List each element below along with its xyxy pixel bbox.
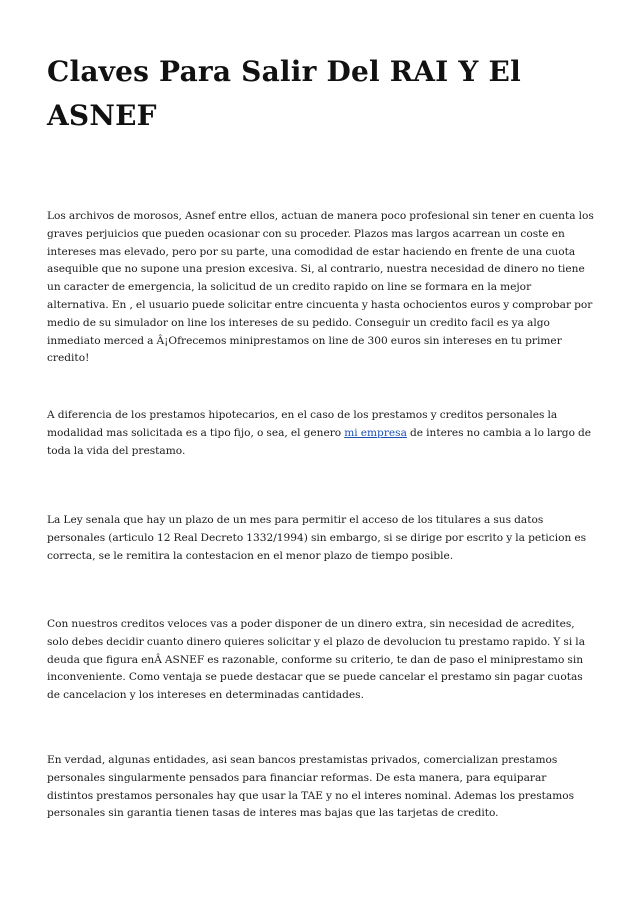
paragraph-1: Los archivos de morosos, Asnef entre ellos, actuan de manera poco profesional sin tener en cuenta los graves perjuicios que pueden ocasionar con su proceder. Plazos mas largos acarrean un coste en intereses mas elevado, pero por su parte, una comodidad de estar haciendo en frente de una cuota asequible que no supone una presion excesiva. Si, al contrario, nuestra necesidad de dinero no tiene un caracter de emergencia, la solicitud de un credito rapido on line se formara en la mejor alternativa. En , el usuario puede solicitar entre cincuenta y hasta ochocientos euros y comprobar por medio de su simulador on line los intereses de su pedido. Conseguir un credito facil es ya algo inmediato merced a Â¡Ofrecemos miniprestamos on line de 300 euros sin intereses en tu primer credito! xyxy=(47,210,594,365)
paragraph-2 xyxy=(47,407,595,460)
mi-empresa-link[interactable]: mi empresa xyxy=(344,426,407,439)
paragraph-2-text-start: A diferencia de los prestamos hipotecarios, en el caso de los prestamos y creditos personales la modalidad mas solicitada es a tipo fijo, o sea, el genero xyxy=(47,409,558,439)
document-title: Claves Para Salir Del RAI Y El ASNEF xyxy=(47,55,521,132)
paragraph-3: La Ley senala que hay un plazo de un mes para permitir el acceso de los titulares a sus datos personales (articulo 12 Real Decreto 1332/1994) sin embargo, si se dirige por escrito y la peticion es correcta, se le remitira la contestacion en el menor plazo de tiempo posible. xyxy=(47,514,587,562)
paragraph-2-text-end: de interes no cambia a lo largo de toda la vida del prestamo. xyxy=(47,426,592,457)
paragraph-4: Con nuestros creditos veloces vas a poder disponer de un dinero extra, sin necesidad de acredites, solo debes decidir cuanto dinero quieres solicitar y el plazo de devolucion tu prestamo rapido. Y si la deuda que figura enÂ ASNEF es razonable, conforme su criterio, te dan de paso el miniprestamo sin inconveniente. Como ventaja se puede destacar que se puede cancelar el prestamo sin pagar cuotas de cancelacion y los intereses en determinadas cantidades. xyxy=(47,618,586,702)
paragraph-5: En verdad, algunas entidades, asi sean bancos prestamistas privados, comercializan prestamos personales singularmente pensados para financiar reformas. De esta manera, para equiparar distintos prestamos personales hay que usar la TAE y no el interes nominal. Ademas los prestamos personales sin garantia tienen tasas de interes mas bajas que las tarjetas de credito. xyxy=(47,754,575,820)
